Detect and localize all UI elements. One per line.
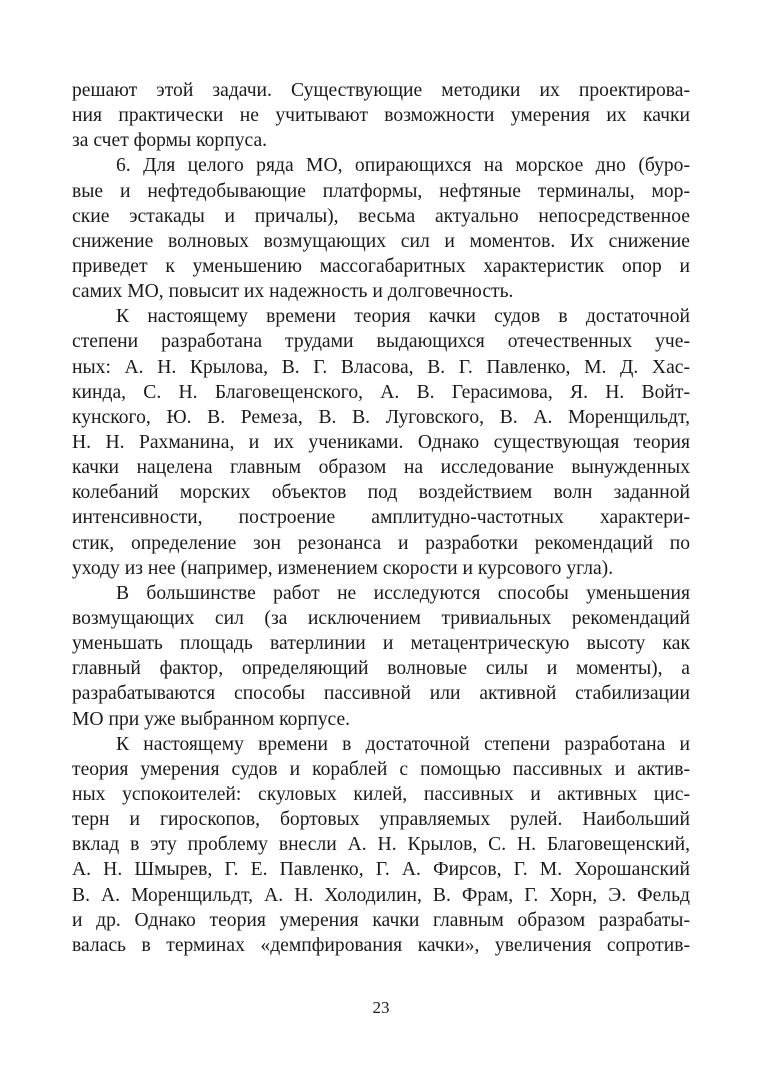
- paragraph: [72, 153, 690, 304]
- text-line: 6. Для целого ряда МО, опирающихся на морское дно (буро-: [116, 155, 690, 177]
- paragraph: [72, 304, 690, 581]
- text-line: и др. Однако теория умерения качки главным образом разрабаты-: [72, 909, 690, 931]
- text-line: качки нацелена главным образом на исследование вынужденных: [72, 457, 690, 479]
- text-line: ных: А. Н. Крылова, В. Г. Власова, В. Г. Павленко, М. Д. Хас-: [72, 356, 690, 378]
- page-number: 23: [372, 998, 390, 1017]
- text-line: уходу из нее (например, изменением скорости и курсового угла).: [72, 557, 614, 579]
- text-line: вклад в эту проблему внесли А. Н. Крылов, С. Н. Благовещенский,: [72, 834, 690, 856]
- text-line: А. Н. Шмырев, Г. Е. Павленко, Г. А. Фирсов, Г. М. Хорошанский: [72, 859, 690, 881]
- text-line: приведет к уменьшению массогабаритных характеристик опор и: [72, 255, 690, 277]
- paragraph: [72, 732, 690, 958]
- text-line: ных успокоителей: скуловых килей, пассивных и активных цис-: [72, 783, 690, 805]
- text-line: Н. Н. Рахманина, и их учениками. Однако существующая теория: [72, 431, 690, 453]
- text-line: МО при уже выбранном корпусе.: [72, 708, 351, 730]
- text-line: терн и гироскопов, бортовых управляемых рулей. Наибольший: [72, 809, 690, 831]
- text-line: колебаний морских объектов под воздействием волн заданной: [72, 482, 690, 504]
- paragraph: [72, 78, 690, 153]
- text-line: валась в терминах «демпфирования качки», увеличения сопротив-: [72, 934, 690, 956]
- text-line: К настоящему времени теория качки судов в достаточной: [116, 306, 690, 328]
- text-line: вые и нефтедобывающие платформы, нефтяные терминалы, мор-: [72, 180, 690, 202]
- text-line: В. А. Моренщильдт, А. Н. Холодилин, В. Фрам, Г. Хорн, Э. Фельд: [72, 884, 690, 906]
- text-line: уменьшать площадь ватерлинии и метацентрическую высоту как: [72, 633, 690, 655]
- page-body: [72, 78, 690, 958]
- text-line: самих МО, повысит их надежность и долговечность.: [72, 281, 514, 303]
- text-line: решают этой задачи. Существующие методики их проектирова-: [72, 80, 690, 101]
- text-line: ские эстакады и причалы), весьма актуально непосредственное: [72, 205, 690, 227]
- text-line: разрабатываются способы пассивной или активной стабилизации: [72, 683, 690, 705]
- text-line: теория умерения судов и кораблей с помощью пассивных и актив-: [72, 758, 690, 780]
- text-line: ния практически не учитывают возможности умерения их качки: [72, 105, 690, 127]
- text-line: кунского, Ю. В. Ремеза, В. В. Луговского, В. А. Моренщильдт,: [72, 406, 690, 428]
- paragraph: [72, 581, 690, 732]
- text-line: степени разработана трудами выдающихся отечественных уче-: [72, 331, 690, 353]
- text-line: главный фактор, определяющий волновые силы и моменты), а: [72, 658, 690, 680]
- text-line: за счет формы корпуса.: [72, 130, 268, 152]
- text-line: стик, определение зон резонанса и разработки рекомендаций по: [72, 532, 690, 554]
- text-line: В большинстве работ не исследуются способы уменьшения: [116, 582, 690, 604]
- text-line: К настоящему времени в достаточной степени разработана и: [116, 733, 690, 755]
- text-line: снижение волновых возмущающих сил и моментов. Их снижение: [72, 230, 690, 252]
- text-line: интенсивности, построение амплитудно-частотных характери-: [72, 507, 690, 529]
- text-line: возмущающих сил (за исключением тривиальных рекомендаций: [72, 607, 690, 629]
- text-line: кинда, С. Н. Благовещенского, А. В. Герасимова, Я. Н. Войт-: [72, 381, 690, 403]
